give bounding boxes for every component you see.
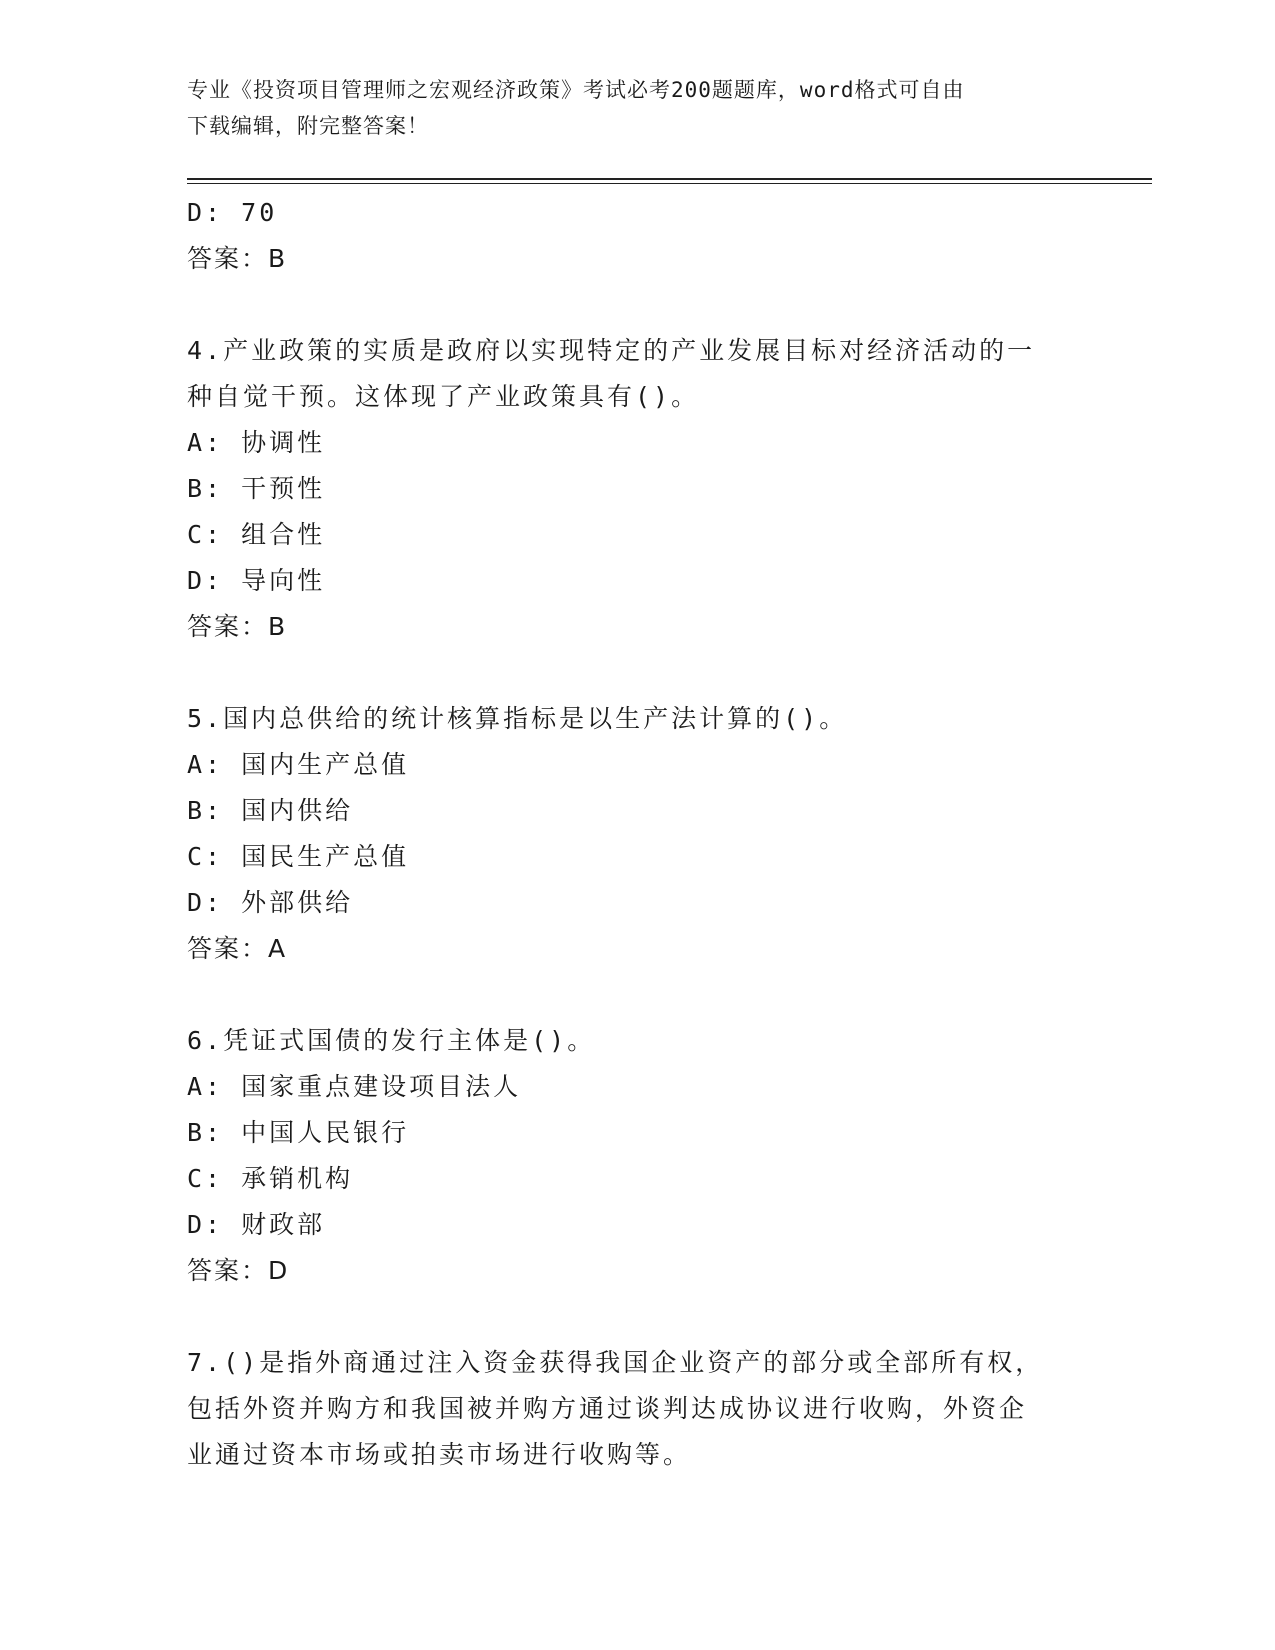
document-header	[187, 72, 1087, 144]
option-b: B: 国内供给	[187, 796, 354, 825]
question-5	[187, 696, 1067, 972]
spacer	[187, 1294, 1067, 1340]
option-c: C: 组合性	[187, 520, 326, 549]
question-4	[187, 328, 1067, 650]
question-text-line: 7.()是指外商通过注入资金获得我国企业资产的部分或全部所有权，	[187, 1348, 1044, 1377]
option-d: D: 导向性	[187, 566, 326, 595]
option-c: C: 国民生产总值	[187, 842, 410, 871]
answer: 答案：B	[187, 244, 288, 273]
option-c: C: 承销机构	[187, 1164, 354, 1193]
option-b: B: 干预性	[187, 474, 326, 503]
question-text-line: 4.产业政策的实质是政府以实现特定的产业发展目标对经济活动的一	[187, 336, 1036, 365]
answer: 答案：D	[187, 1256, 290, 1285]
question-text-line: 6.凭证式国债的发行主体是()。	[187, 1026, 596, 1055]
header-divider-thin	[187, 183, 1152, 184]
header-line-1: 专业《投资项目管理师之宏观经济政策》考试必考200题题库，word格式可自由	[187, 78, 965, 102]
option-b: B: 中国人民银行	[187, 1118, 410, 1147]
question-text-line: 包括外资并购方和我国被并购方通过谈判达成协议进行收购，外资企	[187, 1394, 1028, 1423]
question-3-tail	[187, 190, 1067, 282]
spacer	[187, 650, 1067, 696]
spacer	[187, 282, 1067, 328]
question-text-line: 5.国内总供给的统计核算指标是以生产法计算的()。	[187, 704, 848, 733]
question-list	[187, 190, 1067, 1478]
header-line-2: 下载编辑，附完整答案！	[187, 114, 429, 138]
answer: 答案：B	[187, 612, 288, 641]
option-a: A: 协调性	[187, 428, 326, 457]
option-d: D: 财政部	[187, 1210, 326, 1239]
question-text-line: 业通过资本市场或拍卖市场进行收购等。	[187, 1440, 692, 1469]
question-text-line: 种自觉干预。这体现了产业政策具有()。	[187, 382, 700, 411]
spacer	[187, 972, 1067, 1018]
question-7	[187, 1340, 1067, 1478]
header-divider-thick	[187, 178, 1152, 180]
option-a: A: 国家重点建设项目法人	[187, 1072, 522, 1101]
option-d: D: 70	[187, 198, 278, 227]
question-6	[187, 1018, 1067, 1294]
answer: 答案：A	[187, 934, 288, 963]
option-d: D: 外部供给	[187, 888, 354, 917]
option-a: A: 国内生产总值	[187, 750, 410, 779]
